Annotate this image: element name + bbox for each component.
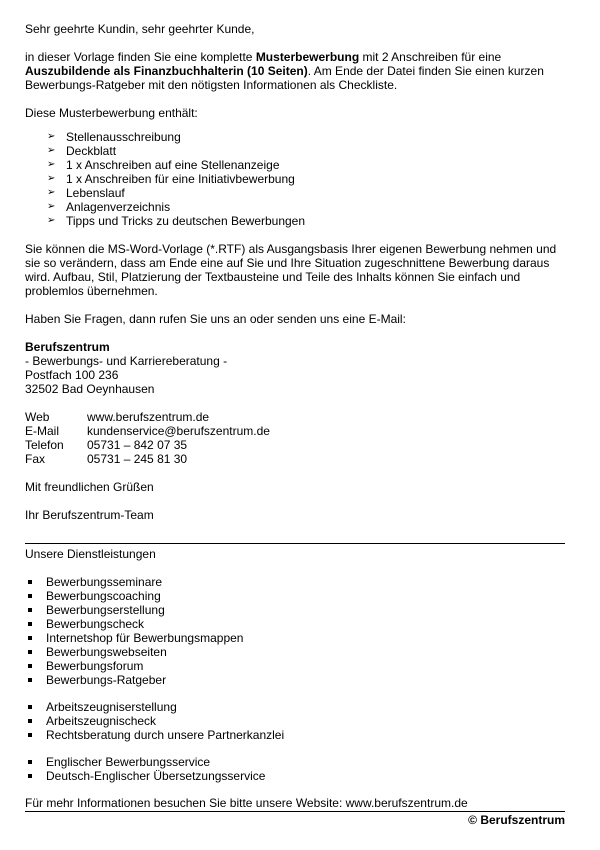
contents-list — [25, 130, 565, 228]
square-bullet-icon — [28, 678, 32, 682]
intro-text-2: mit 2 Anschreiben für eine — [359, 50, 502, 64]
list-item: ➢ Stellenausschreibung — [47, 130, 181, 144]
services-heading: Unsere Dienstleistungen — [25, 547, 156, 561]
square-bullet-icon — [28, 622, 32, 626]
contact-row-fax: Fax 05731 – 245 81 30 — [25, 452, 188, 466]
list-item: Bewerbungserstellung — [28, 603, 565, 617]
arrow-bullet-icon: ➢ — [47, 173, 56, 184]
contact-row-web: Web www.berufszentrum.de — [25, 410, 210, 424]
arrow-bullet-icon: ➢ — [47, 215, 56, 226]
list-item: Bewerbungsseminare — [28, 575, 565, 589]
square-bullet-icon — [28, 774, 32, 778]
arrow-bullet-icon: ➢ — [47, 159, 56, 170]
square-bullet-icon — [28, 594, 32, 598]
usage-paragraph: Sie können die MS-Word-Vorlage (*.RTF) als Ausgangsbasis Ihrer eigenen Bewerbung nehmen und sie so verändern, dass am Ende eine auf Sie und Ihre Situation zugeschnittene Bewerbung daraus wird. Aufbau, Stil, Platzierung der Textbausteine und Teile des Inhalts können Sie einfach und problemlos übernehmen. — [25, 242, 557, 298]
list-item: ➢ 1 x Anschreiben für eine Initiativbewerbung — [47, 172, 295, 186]
list-item: Arbeitszeugnischeck — [28, 714, 565, 728]
list-item: Bewerbungsforum — [28, 659, 565, 673]
closing: Mit freundlichen Grüßen — [25, 480, 154, 494]
list-item: Englischer Bewerbungsservice — [28, 755, 565, 769]
divider — [25, 543, 565, 544]
intro-text-3: . Am Ende der Datei finden Sie einen kurzen Bewerbungs-Ratgeber mit den nötigsten Informationen als Checkliste. — [25, 64, 544, 92]
greeting: Sehr geehrte Kundin, sehr geehrter Kunde, — [25, 22, 255, 36]
email-link[interactable]: kundenservice@berufszentrum.de — [87, 424, 270, 438]
arrow-bullet-icon: ➢ — [47, 187, 56, 198]
website-note: Für mehr Informationen besuchen Sie bitte unsere Website: www.berufszentrum.de — [25, 796, 468, 810]
company-name: Berufszentrum — [25, 340, 110, 354]
signature: Ihr Berufszentrum-Team — [25, 508, 154, 522]
footer-divider — [25, 811, 565, 812]
intro-bold-2: Auszubildende als Finanzbuchhalterin (10 Seiten) — [25, 64, 308, 78]
contents-heading: Diese Musterbewerbung enthält: — [25, 106, 198, 120]
list-item: Internetshop für Bewerbungsmappen — [28, 631, 565, 645]
postfach: Postfach 100 236 — [25, 368, 119, 382]
list-item: ➢ Anlagenverzeichnis — [47, 200, 171, 214]
intro-text-1: in dieser Vorlage finden Sie eine komplette — [25, 50, 256, 64]
square-bullet-icon — [28, 733, 32, 737]
services-list-2 — [25, 700, 565, 742]
square-bullet-icon — [28, 650, 32, 654]
copyright: © Berufszentrum — [468, 813, 565, 827]
company-subtitle: - Bewerbungs- und Karriereberatung - — [25, 354, 228, 368]
list-item: Bewerbungs-Ratgeber — [28, 673, 565, 687]
web-link[interactable]: www.berufszentrum.de — [87, 410, 210, 424]
intro-paragraph — [25, 50, 565, 92]
document-page — [25, 22, 565, 827]
list-item: Bewerbungscheck — [28, 617, 565, 631]
services-list-1 — [25, 575, 565, 687]
square-bullet-icon — [28, 580, 32, 584]
square-bullet-icon — [28, 608, 32, 612]
square-bullet-icon — [28, 719, 32, 723]
list-item: ➢ Tipps und Tricks zu deutschen Bewerbungen — [47, 214, 306, 228]
arrow-bullet-icon: ➢ — [47, 131, 56, 142]
contact-row-email: E-Mail kundenservice@berufszentrum.de — [25, 424, 270, 438]
questions-paragraph: Haben Sie Fragen, dann rufen Sie uns an oder senden uns eine E-Mail: — [25, 312, 406, 326]
contact-row-phone: Telefon 05731 – 842 07 35 — [25, 438, 188, 452]
city: 32502 Bad Oeynhausen — [25, 382, 155, 396]
services-list-3 — [25, 755, 565, 783]
list-item: Arbeitszeugniserstellung — [28, 700, 565, 714]
contact-block — [25, 410, 565, 466]
square-bullet-icon — [28, 636, 32, 640]
list-item: Bewerbungswebseiten — [28, 645, 565, 659]
list-item: Deutsch-Englischer Übersetzungsservice — [28, 769, 565, 783]
square-bullet-icon — [28, 664, 32, 668]
list-item: Rechtsberatung durch unsere Partnerkanzlei — [28, 728, 565, 742]
square-bullet-icon — [28, 705, 32, 709]
list-item: ➢ Lebenslauf — [47, 186, 125, 200]
square-bullet-icon — [28, 760, 32, 764]
list-item: Bewerbungscoaching — [28, 589, 565, 603]
list-item: ➢ Deckblatt — [47, 144, 117, 158]
arrow-bullet-icon: ➢ — [47, 201, 56, 212]
intro-bold-1: Musterbewerbung — [255, 50, 360, 64]
list-item: ➢ 1 x Anschreiben auf eine Stellenanzeige — [47, 158, 280, 172]
arrow-bullet-icon: ➢ — [47, 145, 56, 156]
